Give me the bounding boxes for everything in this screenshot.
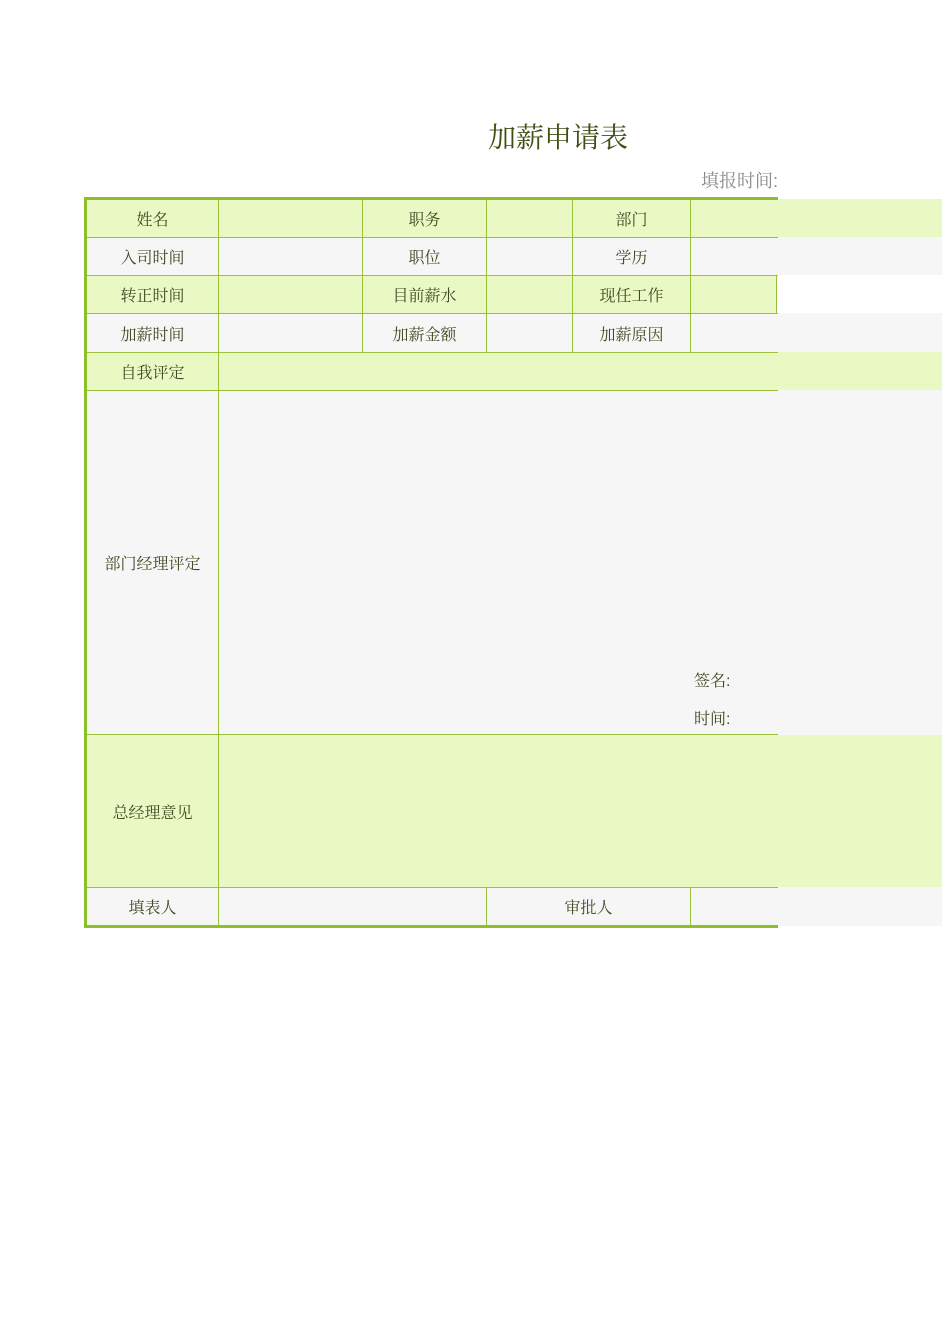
col-line: [776, 275, 777, 314]
raise-date-input[interactable]: [219, 314, 362, 352]
table-bottom-border: [84, 925, 778, 928]
label-regular-date: 转正时间: [120, 288, 185, 305]
label-dept-manager-eval: 部门经理评定: [104, 556, 201, 573]
label-position: 职位: [408, 250, 441, 267]
approver-input[interactable]: [691, 888, 777, 925]
label-raise-amount: 加薪金额: [392, 326, 457, 344]
department-input[interactable]: [691, 200, 777, 237]
label-department: 部门: [615, 212, 648, 229]
label-gm-opinion: 总经理意见: [112, 804, 193, 822]
label-post: 职务: [408, 212, 441, 229]
label-current-salary: 目前薪水: [392, 288, 457, 305]
raise-reason-input[interactable]: [691, 314, 777, 352]
current-salary-input[interactable]: [487, 276, 572, 313]
time-label: 时间:: [694, 711, 731, 728]
entry-date-input[interactable]: [219, 238, 362, 275]
signature-label: 签名:: [694, 673, 731, 690]
label-raise-reason: 加薪原因: [599, 326, 664, 344]
filler-input[interactable]: [219, 888, 486, 925]
label-self-eval: 自我评定: [120, 365, 185, 382]
label-approver: 审批人: [564, 900, 613, 917]
gm-opinion-input[interactable]: [219, 735, 777, 887]
form-title: 加薪申请表: [487, 122, 628, 153]
education-input[interactable]: [691, 238, 777, 275]
post-input[interactable]: [487, 200, 572, 237]
label-entry-date: 入司时间: [120, 250, 185, 267]
fill-date-label: 填报时间:: [700, 171, 778, 191]
label-raise-date: 加薪时间: [120, 326, 185, 344]
position-input[interactable]: [487, 238, 572, 275]
regular-date-input[interactable]: [219, 276, 362, 313]
label-current-job: 现任工作: [599, 288, 664, 305]
self-eval-input[interactable]: [219, 353, 777, 390]
current-job-input[interactable]: [691, 276, 776, 313]
label-name: 姓名: [136, 212, 169, 229]
label-education: 学历: [615, 250, 648, 267]
label-filler: 填表人: [128, 900, 177, 917]
raise-amount-input[interactable]: [487, 314, 572, 352]
name-input[interactable]: [219, 200, 362, 237]
